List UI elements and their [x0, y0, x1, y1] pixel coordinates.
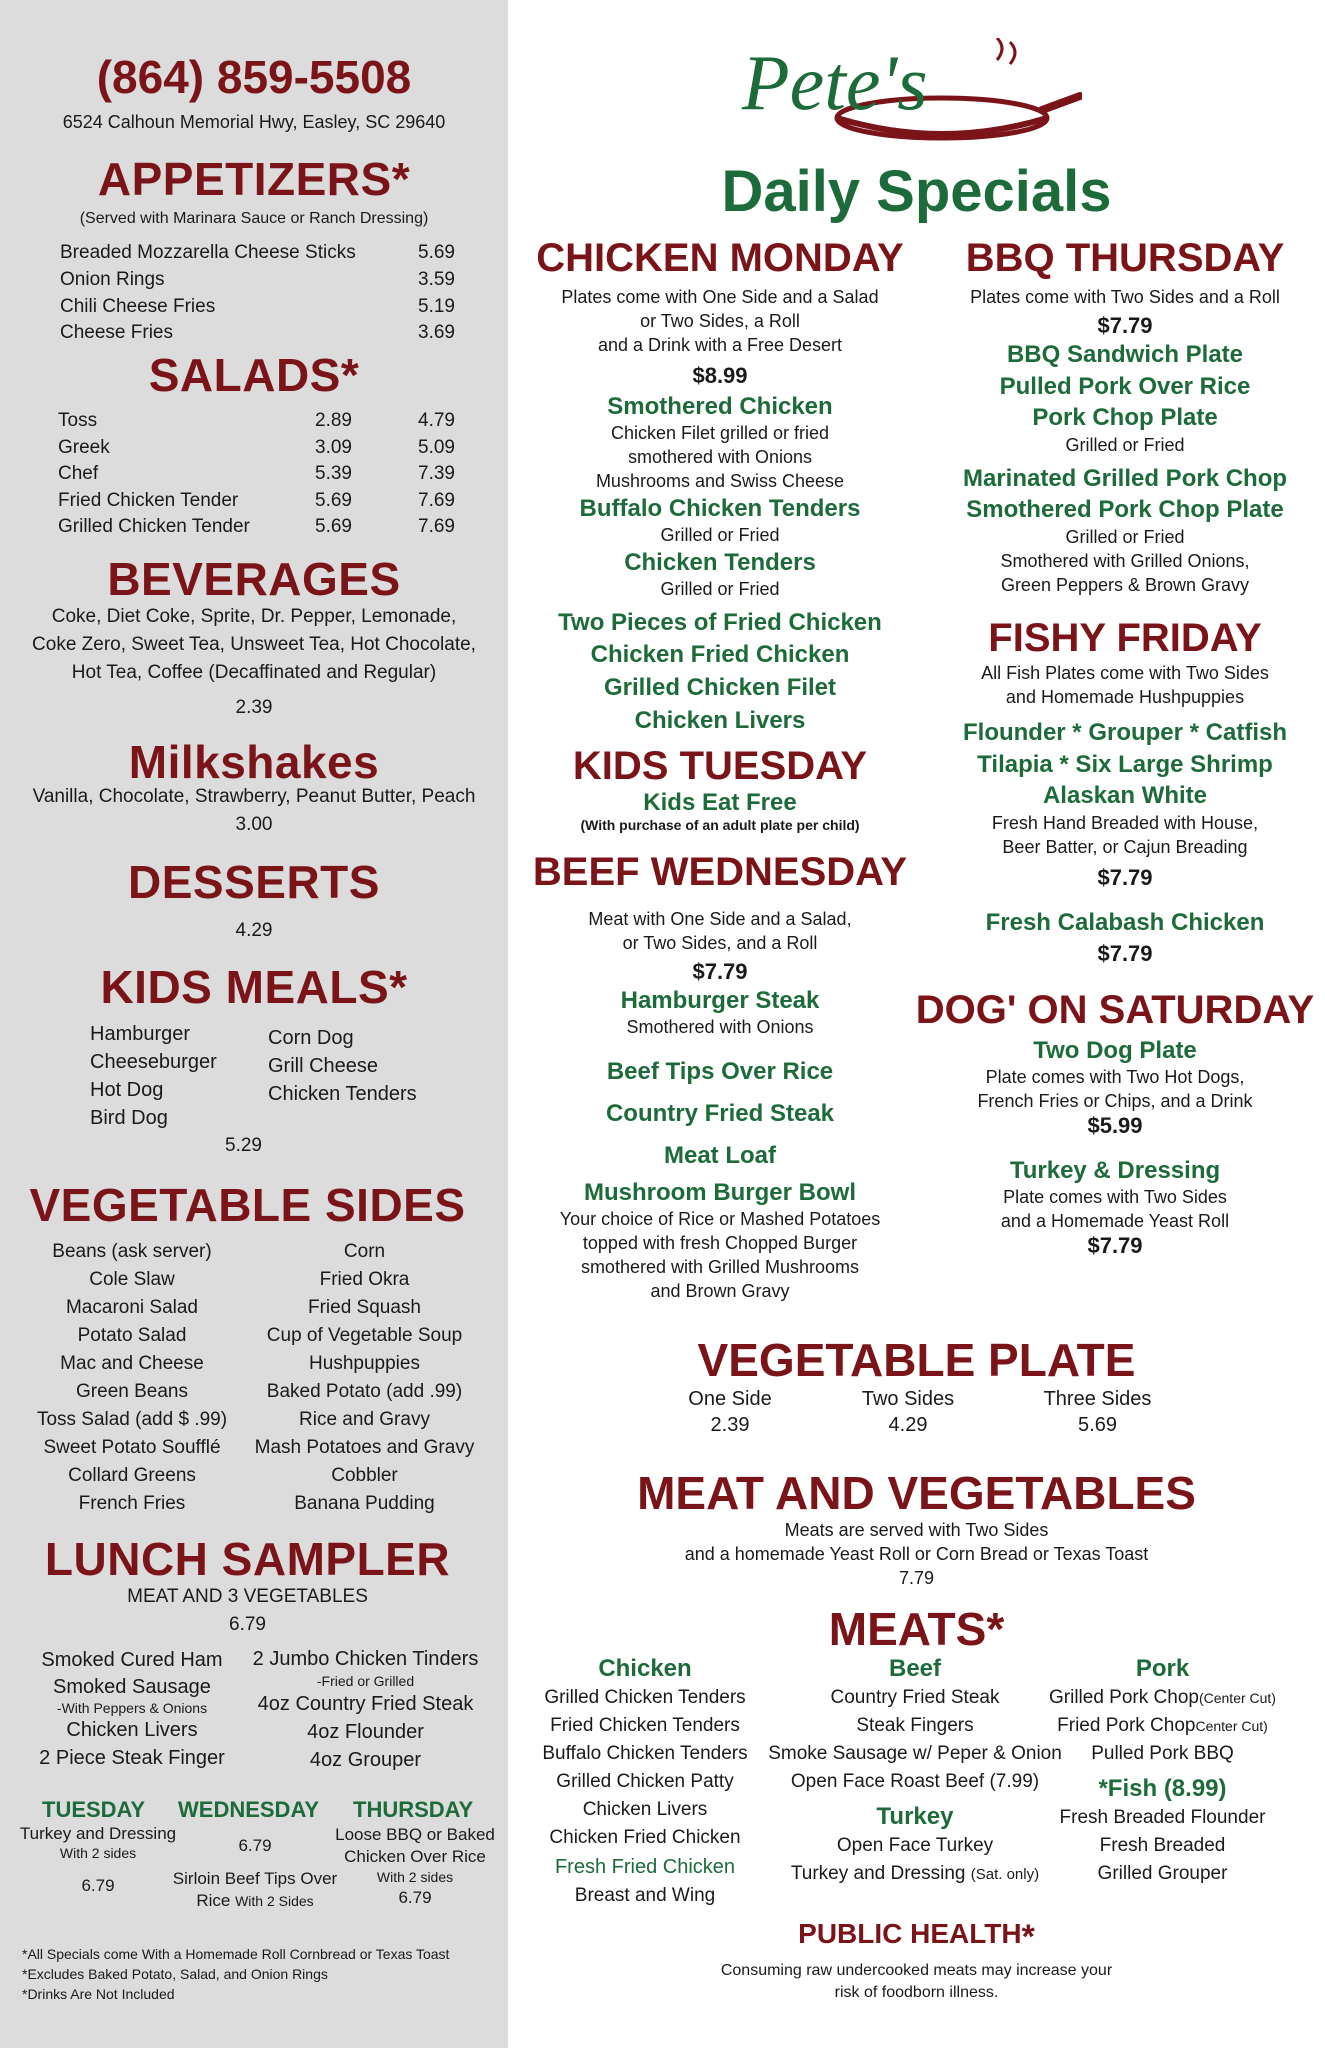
item-desc: Fresh Hand Breaded with House, — [991, 813, 1259, 833]
list-item: Grilled Pork Chop — [1049, 1687, 1199, 1708]
desserts-price: 4.29 — [235, 920, 273, 941]
price-large: 7.69 — [418, 516, 455, 537]
meats-subheading: Pork — [1135, 1655, 1190, 1682]
list-item: 4oz Grouper — [309, 1749, 422, 1771]
list-item: Bird Dog — [90, 1107, 168, 1129]
menu-item: Chicken Livers — [634, 707, 806, 734]
price: 3.59 — [418, 269, 455, 290]
section-price: $7.79 — [1097, 313, 1153, 338]
special-price: 6.79 — [238, 1836, 272, 1855]
section-desc: Meat with One Side and a Salad, — [588, 909, 852, 929]
beverages-price: 2.39 — [235, 697, 273, 718]
menu-item: Pulled Pork Over Rice — [999, 373, 1251, 400]
list-item: Chicken Livers — [582, 1799, 708, 1820]
meats-pork — [1045, 1654, 1280, 1888]
vegetable-plate-option — [660, 1386, 800, 1438]
item-desc: Plate comes with Two Hot Dogs, — [985, 1067, 1245, 1087]
special-item: Turkey and Dressing — [19, 1824, 177, 1843]
item-note: -Fried or Grilled — [316, 1673, 415, 1689]
special-item: Sirloin Beef Tips Over — [172, 1869, 338, 1888]
list-item: Mash Potatoes and Gravy — [254, 1437, 475, 1458]
kids-meals-col2 — [268, 1024, 417, 1108]
menu-item: Country Fried Steak — [605, 1100, 835, 1127]
section-desc: and a homemade Yeast Roll or Corn Bread or Texas Toast — [684, 1544, 1149, 1564]
kids-tuesday-heading: KIDS TUESDAY — [572, 744, 868, 788]
section-desc: and Homemade Hushpuppies — [1005, 687, 1245, 707]
item-desc: Smothered with Onions — [626, 1017, 814, 1037]
list-item: French Fries — [78, 1493, 186, 1514]
lunch-sampler-sub: MEAT AND 3 VEGETABLES — [127, 1586, 368, 1607]
list-item: Sweet Potato Soufflé — [43, 1437, 221, 1458]
list-item: Breaded Mozzarella Cheese Sticks — [60, 242, 356, 263]
option-price: 4.29 — [888, 1414, 928, 1436]
public-health-title: PUBLIC HEALTH — [798, 1918, 1022, 1949]
list-item: Cobbler — [331, 1465, 398, 1486]
list-item: Hamburger — [90, 1023, 191, 1045]
special-item: Rice — [196, 1891, 231, 1910]
milkshakes-price: 3.00 — [235, 814, 273, 835]
kids-tuesday-section — [520, 744, 920, 833]
price-large: 7.69 — [418, 490, 455, 511]
price-small: 2.89 — [315, 410, 352, 431]
item-price: $7.79 — [1097, 941, 1153, 966]
option-price: 2.39 — [710, 1414, 750, 1436]
list-item: Cup of Vegetable Soup — [266, 1325, 463, 1346]
list-item: Chili Cheese Fries — [60, 296, 216, 317]
kids-meals-heading: KIDS MEALS* — [100, 961, 408, 1013]
footnote: *Excludes Baked Potato, Salad, and Onion Rings — [22, 1966, 328, 1982]
special-item: Chicken Over Rice — [344, 1847, 486, 1866]
item-desc: Grilled or Fried — [1065, 527, 1185, 547]
list-item: Greek — [58, 437, 110, 458]
list-item: Grilled Chicken Tender — [58, 516, 250, 537]
item-desc: Beer Batter, or Cajun Breading — [1002, 837, 1248, 857]
list-item-line — [1045, 1712, 1280, 1740]
menu-item: Hamburger Steak — [620, 987, 820, 1014]
price-large: 4.79 — [418, 410, 455, 431]
price-small: 5.69 — [315, 516, 352, 537]
meats-chicken — [530, 1654, 760, 1910]
list-item: Chicken Fried Chicken — [549, 1827, 741, 1848]
list-item: Toss — [58, 410, 98, 431]
beef-wednesday-section — [520, 850, 920, 1303]
list-item: Onion Rings — [60, 269, 165, 290]
beverages-heading: BEVERAGES — [107, 553, 401, 605]
thursday-heading: THURSDAY — [353, 1797, 474, 1822]
price-large: 7.39 — [418, 463, 455, 484]
list-item: Cole Slaw — [89, 1269, 175, 1290]
list-item: Baked Potato (add .99) — [266, 1381, 463, 1402]
section-desc: All Fish Plates come with Two Sides — [981, 663, 1269, 683]
list-item-line — [1045, 1684, 1280, 1712]
list-item: Chicken Livers — [66, 1719, 198, 1741]
dog-saturday-section — [905, 988, 1325, 1259]
list-item: Steak Fingers — [856, 1715, 974, 1736]
list-item: Cheeseburger — [90, 1051, 217, 1073]
meats-beef — [760, 1654, 1070, 1889]
list-item: Smoked Sausage — [53, 1676, 211, 1698]
price-small: 5.39 — [315, 463, 352, 484]
list-item: Grilled Grouper — [1097, 1863, 1228, 1884]
public-health-text — [508, 1960, 1325, 2004]
section-desc: or Two Sides, a Roll — [640, 311, 800, 331]
menu-item: Chicken Fried Chicken — [590, 641, 850, 668]
special-note: With 2 sides — [59, 1845, 137, 1861]
price-large: 5.09 — [418, 437, 455, 458]
item-desc: French Fries or Chips, and a Drink — [977, 1091, 1253, 1111]
menu-item: Kids Eat Free — [643, 789, 797, 816]
vegetable-plate-option — [838, 1386, 978, 1438]
fishy-friday-heading: FISHY FRIDAY — [988, 616, 1262, 660]
item-desc: and a Homemade Yeast Roll — [1000, 1211, 1230, 1231]
list-item: Buffalo Chicken Tenders — [542, 1743, 748, 1764]
price-small: 5.69 — [315, 490, 352, 511]
list-item: Fried Squash — [307, 1297, 421, 1318]
lunch-sampler-heading: LUNCH SAMPLER — [44, 1533, 451, 1585]
list-item: Fried Okra — [319, 1269, 410, 1290]
meats-subheading: Chicken — [598, 1655, 692, 1682]
fishy-friday-section — [925, 616, 1325, 967]
address: 6524 Calhoun Memorial Hwy, Easley, SC 29640 — [62, 112, 446, 132]
price-small: 3.09 — [315, 437, 352, 458]
list-item: Fried Pork Chop — [1057, 1715, 1196, 1736]
list-item: Banana Pudding — [294, 1493, 435, 1514]
menu-item: Smothered Chicken — [607, 393, 833, 420]
list-item: Beans (ask server) — [52, 1241, 212, 1262]
list-item: Country Fried Steak — [830, 1687, 1000, 1708]
phone-number[interactable]: (864) 859-5508 — [96, 51, 412, 103]
footnote: *All Specials come With a Homemade Roll Cornbread or Texas Toast — [22, 1946, 450, 1962]
item-desc: Green Peppers & Brown Gravy — [1000, 575, 1250, 595]
item-desc: Grilled or Fried — [660, 525, 780, 545]
list-item: Corn Dog — [268, 1027, 354, 1049]
meats-heading: MEATS* — [828, 1603, 1005, 1655]
page-title: Daily Specials — [721, 159, 1112, 224]
item-note: -With Peppers & Onions — [56, 1700, 208, 1716]
logo-text: Pete's — [742, 39, 928, 126]
list-item: Chicken Tenders — [268, 1083, 417, 1105]
vegetable-sides-col2 — [242, 1238, 487, 1518]
desserts-heading: DESSERTS — [128, 856, 380, 908]
menu-item: Chicken Tenders — [624, 549, 816, 576]
section-price: $7.79 — [692, 959, 748, 984]
appetizers-heading: APPETIZERS* — [97, 153, 411, 205]
item-desc: and Brown Gravy — [650, 1281, 790, 1301]
item-desc: Smothered with Grilled Onions, — [1000, 551, 1250, 571]
item-desc: Chicken Filet grilled or fried — [610, 423, 830, 443]
menu-item: Two Pieces of Fried Chicken — [558, 609, 882, 636]
tuesday-heading: TUESDAY — [42, 1797, 146, 1822]
salads-heading: SALADS* — [148, 349, 360, 401]
list-item: Fresh Breaded Flounder — [1059, 1807, 1266, 1828]
special-note: With 2 Sides — [235, 1893, 314, 1909]
special-note: With 2 sides — [376, 1869, 454, 1885]
special-price: 6.79 — [398, 1888, 432, 1907]
item-price: $7.79 — [1087, 1233, 1143, 1258]
section-price: $8.99 — [692, 363, 748, 388]
item-note: (With purchase of an adult plate per child) — [580, 817, 860, 833]
lunch-sampler-price: 6.79 — [229, 1614, 266, 1635]
list-item: Rice and Gravy — [299, 1409, 430, 1430]
option-label: Two Sides — [861, 1388, 955, 1410]
list-item: Macaroni Salad — [65, 1297, 199, 1318]
list-item: 2 Jumbo Chicken Tinders — [252, 1648, 479, 1670]
list-item: Smoke Sausage w/ Peper & Onion — [768, 1743, 1062, 1764]
menu-item: Two Dog Plate — [1033, 1037, 1197, 1064]
option-label: Three Sides — [1043, 1388, 1152, 1410]
item-desc: topped with fresh Chopped Burger — [582, 1233, 858, 1253]
menu-item: Turkey & Dressing — [1009, 1157, 1221, 1184]
menu-item: Flounder * Grouper * Catfish — [962, 719, 1288, 746]
menu-item: Meat Loaf — [663, 1142, 776, 1169]
beverages-line: Coke Zero, Sweet Tea, Unsweet Tea, Hot Chocolate, — [32, 634, 476, 655]
bbq-thursday-section — [925, 236, 1325, 597]
item-note: (Sat. only) — [970, 1866, 1040, 1883]
appetizers-note: (Served with Marinara Sauce or Ranch Dressing) — [79, 210, 429, 227]
item-desc: Mushrooms and Swiss Cheese — [595, 471, 845, 491]
notice-line: risk of foodborn illness. — [834, 1984, 999, 2001]
public-health-heading — [508, 1918, 1325, 1957]
menu-item: Buffalo Chicken Tenders — [579, 495, 861, 522]
lunch-sampler-col1 — [22, 1646, 242, 1772]
list-item-special: Fresh Fried Chicken — [554, 1856, 736, 1878]
list-item: Fried Chicken Tender — [58, 490, 239, 511]
menu-item: Tilapia * Six Large Shrimp — [977, 751, 1273, 778]
menu-item: Smothered Pork Chop Plate — [966, 496, 1284, 523]
chicken-monday-section — [520, 236, 920, 737]
section-price: $7.79 — [1097, 865, 1153, 890]
asterisk-icon: * — [1021, 1918, 1035, 1956]
section-price: 7.79 — [898, 1568, 935, 1588]
kids-meals-price: 5.29 — [225, 1135, 262, 1156]
meat-and-vegetables-heading: MEAT AND VEGETABLES — [637, 1467, 1196, 1519]
beverages-line: Hot Tea, Coffee (Decaffinated and Regular) — [71, 662, 437, 683]
chicken-monday-heading: CHICKEN MONDAY — [536, 236, 904, 280]
petes-logo — [742, 38, 1082, 148]
item-desc: Plate comes with Two Sides — [1003, 1187, 1227, 1207]
item-price: $5.99 — [1087, 1113, 1143, 1138]
option-label: One Side — [688, 1388, 772, 1410]
list-item: Fried Chicken Tenders — [550, 1715, 740, 1736]
bbq-thursday-heading: BBQ THURSDAY — [965, 236, 1285, 280]
list-item: Grilled Chicken Patty — [556, 1771, 734, 1792]
special-price: 6.79 — [81, 1876, 115, 1895]
list-item: Hushpuppies — [309, 1353, 420, 1374]
list-item: Toss Salad (add $ .99) — [36, 1409, 228, 1430]
meat-and-vegetables-desc — [508, 1518, 1325, 1590]
menu-item: Marinated Grilled Pork Chop — [962, 465, 1288, 492]
list-item: 4oz Flounder — [307, 1721, 424, 1743]
milkshakes-flavors: Vanilla, Chocolate, Strawberry, Peanut Butter, Peach — [32, 786, 476, 807]
list-item: Cheese Fries — [60, 322, 173, 343]
section-desc: and a Drink with a Free Desert — [597, 335, 843, 355]
section-desc: Plates come with One Side and a Salad — [561, 287, 879, 307]
list-item: Fresh Breaded — [1099, 1835, 1226, 1856]
vegetable-plate-option — [1025, 1386, 1170, 1438]
list-item: Corn — [343, 1241, 386, 1262]
list-item: Hot Dog — [90, 1079, 164, 1101]
wednesday-heading: WEDNESDAY — [178, 1797, 319, 1822]
vegetable-sides-heading: VEGETABLE SIDES — [29, 1179, 466, 1231]
vegetable-plate-heading: VEGETABLE PLATE — [697, 1334, 1136, 1386]
price: 5.19 — [418, 296, 455, 317]
list-item: Breast and Wing — [574, 1885, 716, 1906]
vegetable-sides-col1 — [22, 1238, 242, 1518]
menu-item: Pork Chop Plate — [1032, 404, 1218, 431]
menu-item: Alaskan White — [1042, 782, 1208, 809]
list-item: Grill Cheese — [268, 1055, 379, 1077]
list-item: Collard Greens — [68, 1465, 196, 1486]
item-note: (Center Cut) — [1198, 1690, 1276, 1706]
beverages-list — [0, 603, 508, 687]
section-desc: Meats are served with Two Sides — [784, 1520, 1049, 1540]
meats-subheading: *Fish (8.99) — [1098, 1775, 1227, 1802]
list-item: Open Face Roast Beef (7.99) — [790, 1771, 1040, 1792]
menu-item: Grilled Chicken Filet — [603, 674, 837, 701]
list-item: 2 Piece Steak Finger — [39, 1747, 225, 1769]
menu-item: Fresh Calabash Chicken — [985, 909, 1265, 936]
beef-wednesday-heading: BEEF WEDNESDAY — [532, 850, 908, 894]
item-note: Center Cut) — [1195, 1718, 1268, 1734]
footnotes — [22, 1944, 449, 2004]
list-item: Mac and Cheese — [60, 1353, 204, 1374]
meats-subheading: Beef — [888, 1655, 942, 1682]
list-item: Chef — [58, 463, 99, 484]
list-item: Pulled Pork BBQ — [1091, 1743, 1234, 1764]
lunch-sampler-col2 — [238, 1646, 493, 1774]
section-desc: or Two Sides, and a Roll — [622, 933, 818, 953]
thursday-special — [320, 1824, 510, 1908]
option-price: 5.69 — [1078, 1414, 1117, 1436]
special-item: Loose BBQ or Baked — [335, 1825, 495, 1844]
beverages-line: Coke, Diet Coke, Sprite, Dr. Pepper, Lemonade, — [51, 606, 457, 627]
kids-meals-col1 — [90, 1020, 217, 1132]
item-desc: Grilled or Fried — [660, 579, 780, 599]
menu-item: Beef Tips Over Rice — [606, 1058, 834, 1085]
item-desc: smothered with Grilled Mushrooms — [580, 1257, 860, 1277]
meats-subheading: Turkey — [876, 1803, 954, 1830]
list-item: Turkey and Dressing — [790, 1863, 966, 1884]
menu-item: BBQ Sandwich Plate — [1006, 341, 1244, 368]
price: 3.69 — [418, 322, 455, 343]
dog-saturday-heading: DOG' ON SATURDAY — [915, 988, 1315, 1032]
list-item: Smoked Cured Ham — [41, 1649, 223, 1671]
notice-line: Consuming raw undercooked meats may increase your — [720, 1962, 1113, 1979]
list-item-line — [760, 1860, 1070, 1889]
footnote: *Drinks Are Not Included — [22, 1986, 175, 2002]
list-item: Grilled Chicken Tenders — [544, 1687, 746, 1708]
price: 5.69 — [418, 242, 455, 263]
list-item: 4oz Country Fried Steak — [257, 1693, 474, 1715]
list-item: Potato Salad — [77, 1325, 187, 1346]
section-desc: Plates come with Two Sides and a Roll — [970, 287, 1280, 307]
item-desc: smothered with Onions — [627, 447, 813, 467]
list-item: Green Beans — [76, 1381, 188, 1402]
menu-item: Mushroom Burger Bowl — [583, 1179, 856, 1206]
list-item: Open Face Turkey — [836, 1835, 994, 1856]
item-desc: Grilled or Fried — [1065, 435, 1185, 455]
milkshakes-heading: Milkshakes — [128, 736, 380, 788]
item-desc: Your choice of Rice or Mashed Potatoes — [559, 1209, 881, 1229]
